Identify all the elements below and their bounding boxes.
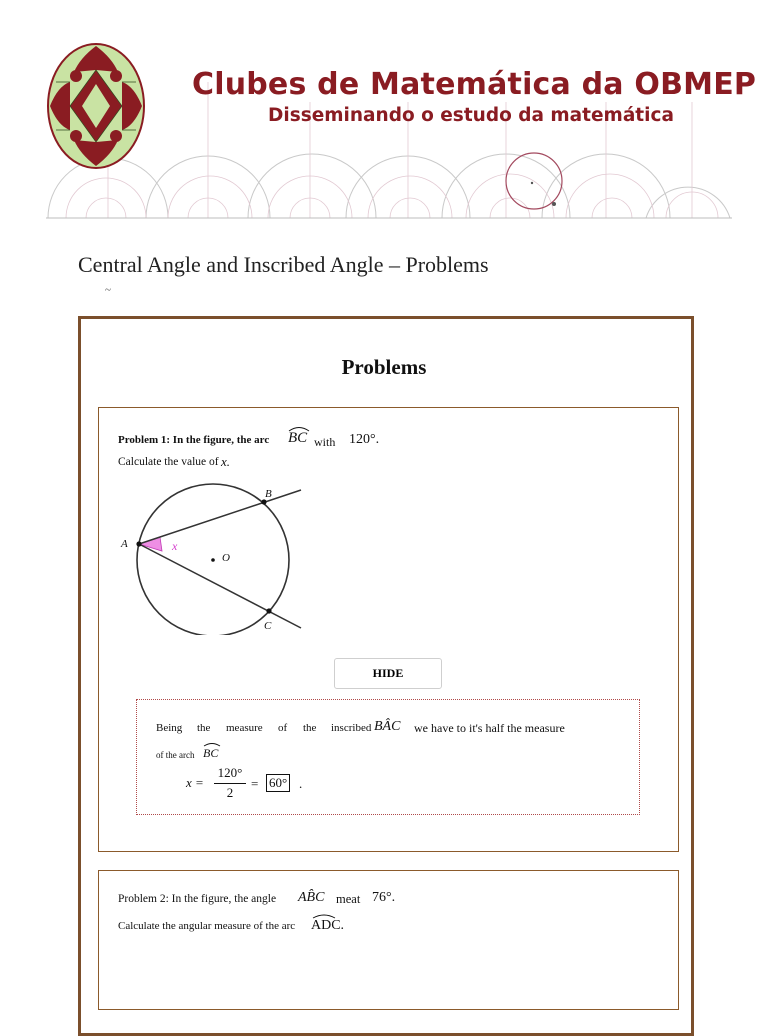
problem-1-question-var: x. [221,454,231,469]
page-title: Central Angle and Inscribed Angle – Problems [78,252,489,277]
section-title: Problems [341,355,427,379]
hide-solution-button[interactable]: HIDE [334,658,442,689]
point-a-label: A [121,538,128,550]
circle-figure [112,475,312,635]
arc-symbol-icon [203,741,221,747]
problem-2-arc: ADC. [311,918,345,933]
center-dot [211,558,215,562]
problem-1-with-word: with [314,435,336,449]
equation-denominator: 2 [226,785,234,800]
point-b-label: B [265,488,272,500]
solution-word-being: Being [156,722,183,734]
problem-2-intro: Problem 2: In the figure, the angle [118,893,277,905]
solution-text-half: we have to it's half the measure [414,721,565,735]
arc-symbol-icon [288,424,310,432]
problem-1-intro: Problem 1: In the figure, the arc [118,434,270,446]
answer-box: 60° [266,774,290,792]
tessellation-logo-icon [46,42,146,170]
solution-word-of: of [278,722,288,734]
problem-2-angle-value: 76°. [372,890,396,905]
equation-variable: x = [186,775,204,790]
solution-word-the: the [197,722,211,734]
point-c-label: C [264,620,272,632]
problem-2-meat-word: meat [336,892,361,906]
point-b-dot [261,499,266,504]
center-label: O [222,552,230,564]
equation-equals: = [251,776,259,791]
point-a-dot [136,541,141,546]
fraction-bar [214,783,246,784]
site-banner [46,42,757,220]
equation-period: . [299,776,303,791]
solution-word-measure: measure [226,722,263,734]
angle-var-label: x [172,539,178,553]
point-c-dot [266,608,271,613]
problem-1-arc-value: 120°. [349,432,380,447]
problem-2-question: Calculate the angular measure of the arc [118,920,296,932]
solution-arc-name: BC [203,746,219,760]
equation-numerator: 120° [217,765,243,780]
problem-1-question: Calculate the value of [118,456,219,468]
arc-symbol-icon [312,912,336,919]
problem-2-angle: AB̂C [298,890,325,905]
solution-arch-label: of the arch [156,750,195,760]
solution-word-inscribed: inscribed [331,722,372,734]
solution-word-the-2: the [303,722,317,734]
page-subtitle-mark: ~ [105,284,111,296]
banner-title: Clubes de Matemática da OBMEP [192,67,757,102]
solution-angle: BÂC [374,719,401,734]
banner-subtitle: Disseminando o estudo da matemática [268,105,674,126]
problem-1-arc-name: BC [288,430,308,446]
